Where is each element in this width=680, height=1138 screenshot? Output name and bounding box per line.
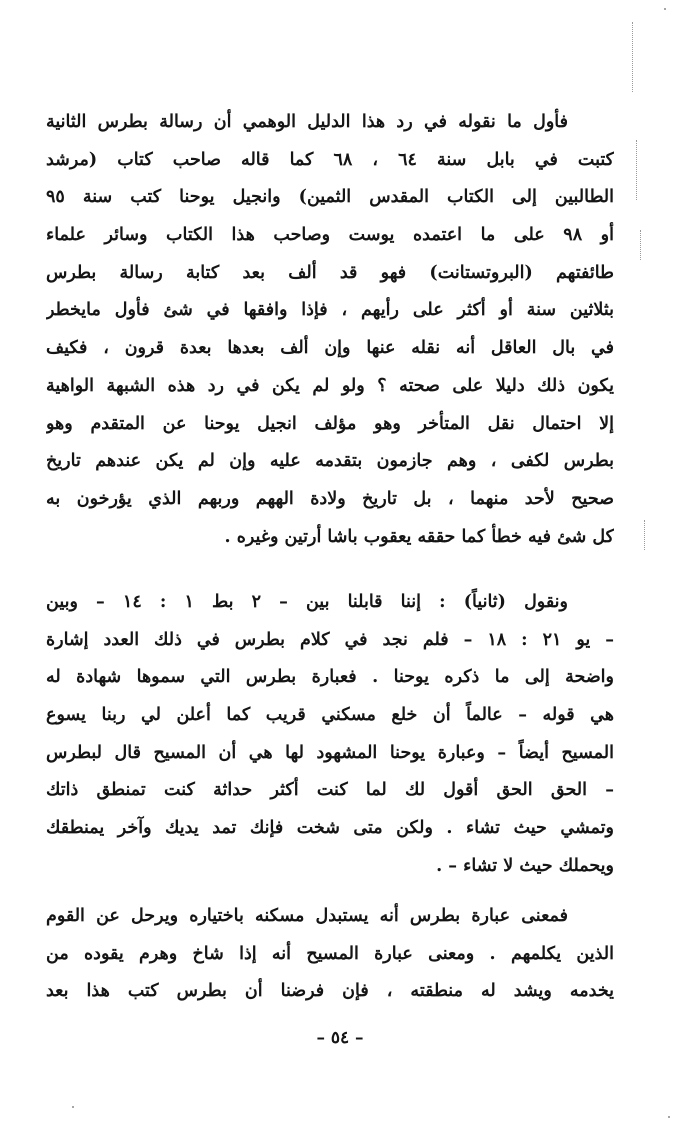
text-line: الذين يكلمهم . ومعنى عبارة المسيح أنه إذا شاخ وهرم يقوده من: [46, 943, 614, 964]
page-number: – ٥٤ –: [316, 1028, 364, 1048]
text-line: المسيح أيضاً – وعبارة يوحنا المشهود لها هي أن المسيح قال لبطرس: [46, 742, 614, 763]
text-line: طائفتهم (البروتستانت) فهو قد ألف بعد كتابة رسالة بطرس: [46, 262, 614, 283]
text-line: يخدمه ويشد له منطقته ، فإن فرضنا أن بطرس كتب هذا بعد: [46, 981, 614, 1002]
scan-dot: [668, 1116, 670, 1118]
text-line: هي قوله – عالماً أن خلع مسكني قريب كما أعلن لي ربنا يسوع: [46, 705, 614, 726]
text-line: فمعنى عبارة بطرس أنه يستبدل مسكنه باختياره ويرحل عن القوم: [46, 906, 568, 926]
text-line: – الحق الحق أقول لك لما كنت أكثر حداثة كنت تمنطق ذاتك: [46, 780, 614, 801]
text-line: يكون ذلك دليلا على صحته ؟ ولو لم يكن في رد هذه الشبهة الواهية: [46, 375, 614, 396]
text-line: الطالبين إلى الكتاب المقدس الثمين) وانجيل يوحنا كتب سنة ٩٥: [46, 187, 614, 208]
text-line: – يو ٢١ : ١٨ – فلم نجد في كلام بطرس في ذلك العدد إشارة: [46, 629, 614, 650]
text-line: أو ٩٨ على ما اعتمده يوست وصاحب هذا الكتاب وسائر علماء: [46, 225, 614, 246]
text-line: بطرس لكفى ، وهم جازمون بتقدمه عليه وإن لم يكن عندهم تاريخ: [46, 451, 614, 472]
scan-margin-mark: [644, 520, 646, 550]
scan-dot: [664, 8, 666, 10]
scan-dot: [72, 1106, 74, 1108]
scan-margin-mark: [640, 230, 642, 260]
text-line: كل شئ فيه خطأ كما حققه يعقوب باشا أرتين وغيره .: [224, 526, 614, 547]
text-line: ويحملك حيث لا تشاء – .: [436, 855, 614, 876]
scan-margin-mark: [632, 22, 634, 92]
paragraph-1: [46, 104, 614, 556]
text-line: ونقول (ثانياً) : إننا قابلنا بين – ٢ بط ١ : ١٤ – وبين: [46, 592, 569, 612]
paragraph-2: [46, 584, 614, 886]
text-line: بثلاثين سنة أو أكثر على رأيهم ، فإذا وافقها في شئ فأول مايخطر: [46, 300, 614, 321]
text-line: فأول ما نقوله في رد هذا الدليل الوهمي أن رسالة بطرس الثانية: [46, 112, 568, 132]
text-line: في بال العاقل أنه نقله عنها وإن ألف بعدها بعدة قرون ، فكيف: [46, 338, 614, 359]
text-line: صحيح لأحد منهما ، بل تاريخ ولادة الههم وربهم الذي يؤرخون به: [46, 488, 614, 509]
paragraph-3: [46, 898, 614, 1011]
text-line: وتمشي حيث تشاء . ولكن متى شخت فإنك تمد يديك وآخر يمنطقك: [46, 818, 614, 839]
text-line: واضحة إلى ما ذكره يوحنا . فعبارة بطرس التي سموها شهادة له: [46, 667, 614, 688]
scan-margin-mark: [636, 140, 638, 200]
text-line: إلا احتمال نقل المتأخر وهو مؤلف انجيل يوحنا عن المتقدم وهو: [46, 413, 614, 434]
text-line: كتبت في بابل سنة ٦٤ ، ٦٨ كما قاله صاحب كتاب (مرشد: [46, 149, 614, 170]
